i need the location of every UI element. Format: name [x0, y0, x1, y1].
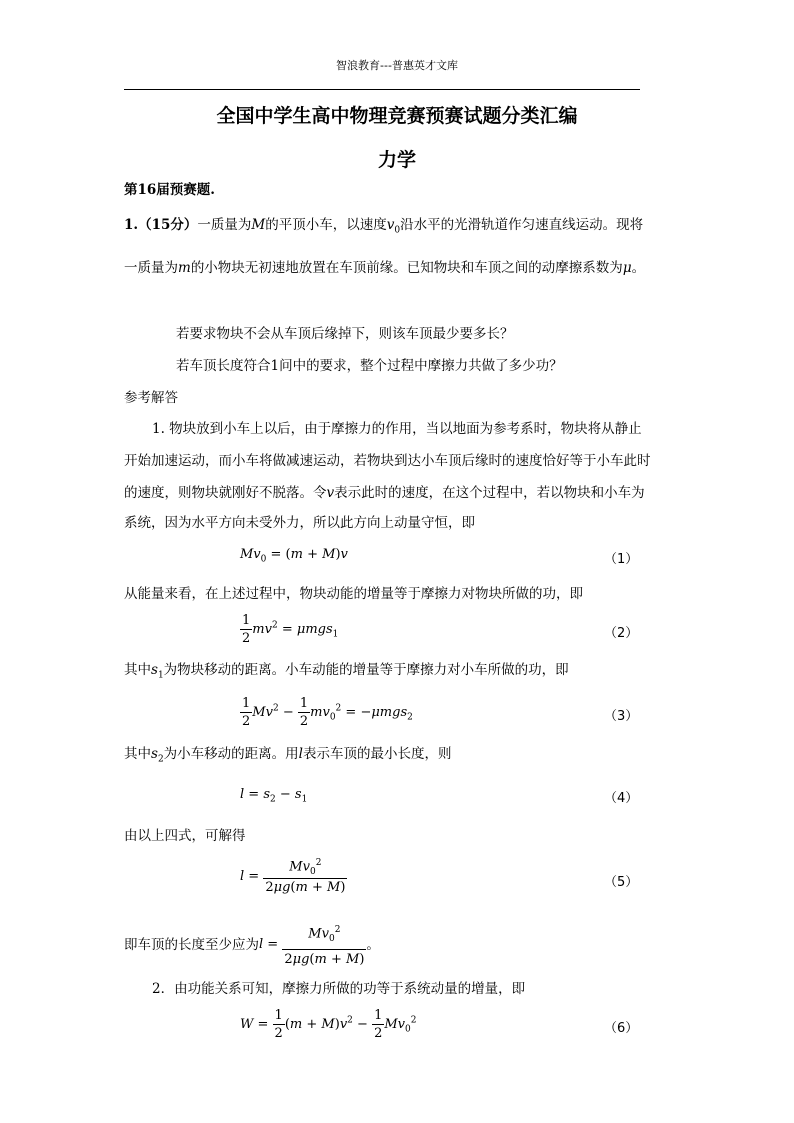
header-rule	[124, 89, 640, 90]
solution-line-4: 系统，因为水平方向未受外力，所以此方向上动量守恒，即	[124, 515, 475, 531]
symbol-M: M	[251, 217, 266, 233]
equation-1: $Mv_0 = (m + M)v$	[240, 547, 348, 565]
equation-3: $\frac{1}{2}$ Mv$^2$ − $\frac{1}{2}$ $mv_0^2 = -\mu mgs_2$	[242, 696, 413, 729]
solution-line-2: 开始加速运动，而小车将做减速运动，若物块到达小车顶后缘时的速度恰好等于小车此时	[124, 453, 651, 469]
problem-number: 1.（15分）	[124, 217, 198, 233]
result-text: 即车顶的长度至少应为l = $\frac{Mv_0^2}{2\mu g(m + M)}$ 。	[124, 921, 380, 969]
page-header: 智浪教育---普惠英才文库	[336, 59, 458, 72]
symbol-m: m	[178, 260, 191, 276]
solution-line-1: 1. 物块放到小车上以后，由于摩擦力的作用，当以地面为参考系时，物块将从静止	[152, 421, 642, 437]
symbol-v0: v	[386, 217, 395, 233]
document-subtitle: 力学	[377, 149, 416, 171]
equation-number-3: （3）	[604, 709, 639, 724]
equation-number-2: （2）	[604, 626, 639, 641]
equation-number-6: （6）	[604, 1021, 639, 1036]
energy-text: 从能量来看，在上述过程中，物块动能的增量等于摩擦力对物块所做的功，即	[124, 586, 583, 602]
equation-5: l = $\frac{Mv_0^2}{2\mu g(m + M)}$	[240, 858, 346, 895]
document-title: 全国中学生高中物理竞赛预赛试题分类汇编	[216, 105, 578, 127]
solution-line-3: 的速度，则物块就刚好不脱落。令v表示此时的速度，在这个过程中，若以物块和小车为	[124, 485, 645, 501]
equation-4: $l = s_2 - s_1$	[240, 787, 308, 805]
solve-text: 由以上四式，可解得	[124, 828, 246, 844]
equation-number-1: （1）	[604, 552, 639, 567]
equation-number-4: （4）	[604, 791, 639, 806]
s2-text: 其中$s_2$为小车移动的距离。用l表示车顶的最小长度，则	[124, 746, 452, 765]
symbol-mu: μ	[622, 260, 632, 276]
part-2-text: 2．由功能关系可知，摩擦力所做的功等于系统动量的增量，即	[152, 981, 526, 997]
problem-line-2: 一质量为m的小物块无初速地放置在车顶前缘。已知物块和车顶之间的动摩擦系数为μ。	[124, 260, 646, 276]
question-2: 若车顶长度符合1问中的要求，整个过程中摩擦力共做了多少功？	[176, 358, 563, 374]
section-heading: 第16届预赛题.	[124, 182, 215, 198]
question-1: 若要求物块不会从车顶后缘掉下，则该车顶最少要多长？	[176, 326, 514, 342]
problem-line-1: 1.（15分）一质量为M的平顶小车，以速度$v_0$沿水平的光滑轨道作匀速直线运动。现将	[124, 217, 644, 236]
s1-text: 其中$s_1$为物块移动的距离。小车动能的增量等于摩擦力对小车所做的功，即	[124, 662, 569, 681]
equation-number-5: （5）	[604, 875, 639, 890]
solution-heading: 参考解答	[124, 390, 178, 406]
equation-6: W = $\frac{1}{2}$ $(m + M)v^2$ − $\frac{1}{2}$ $Mv_0^2$	[240, 1008, 417, 1041]
equation-2: $\frac{1}{2}$ $mv^2 = \mu mgs_1$	[242, 613, 339, 646]
